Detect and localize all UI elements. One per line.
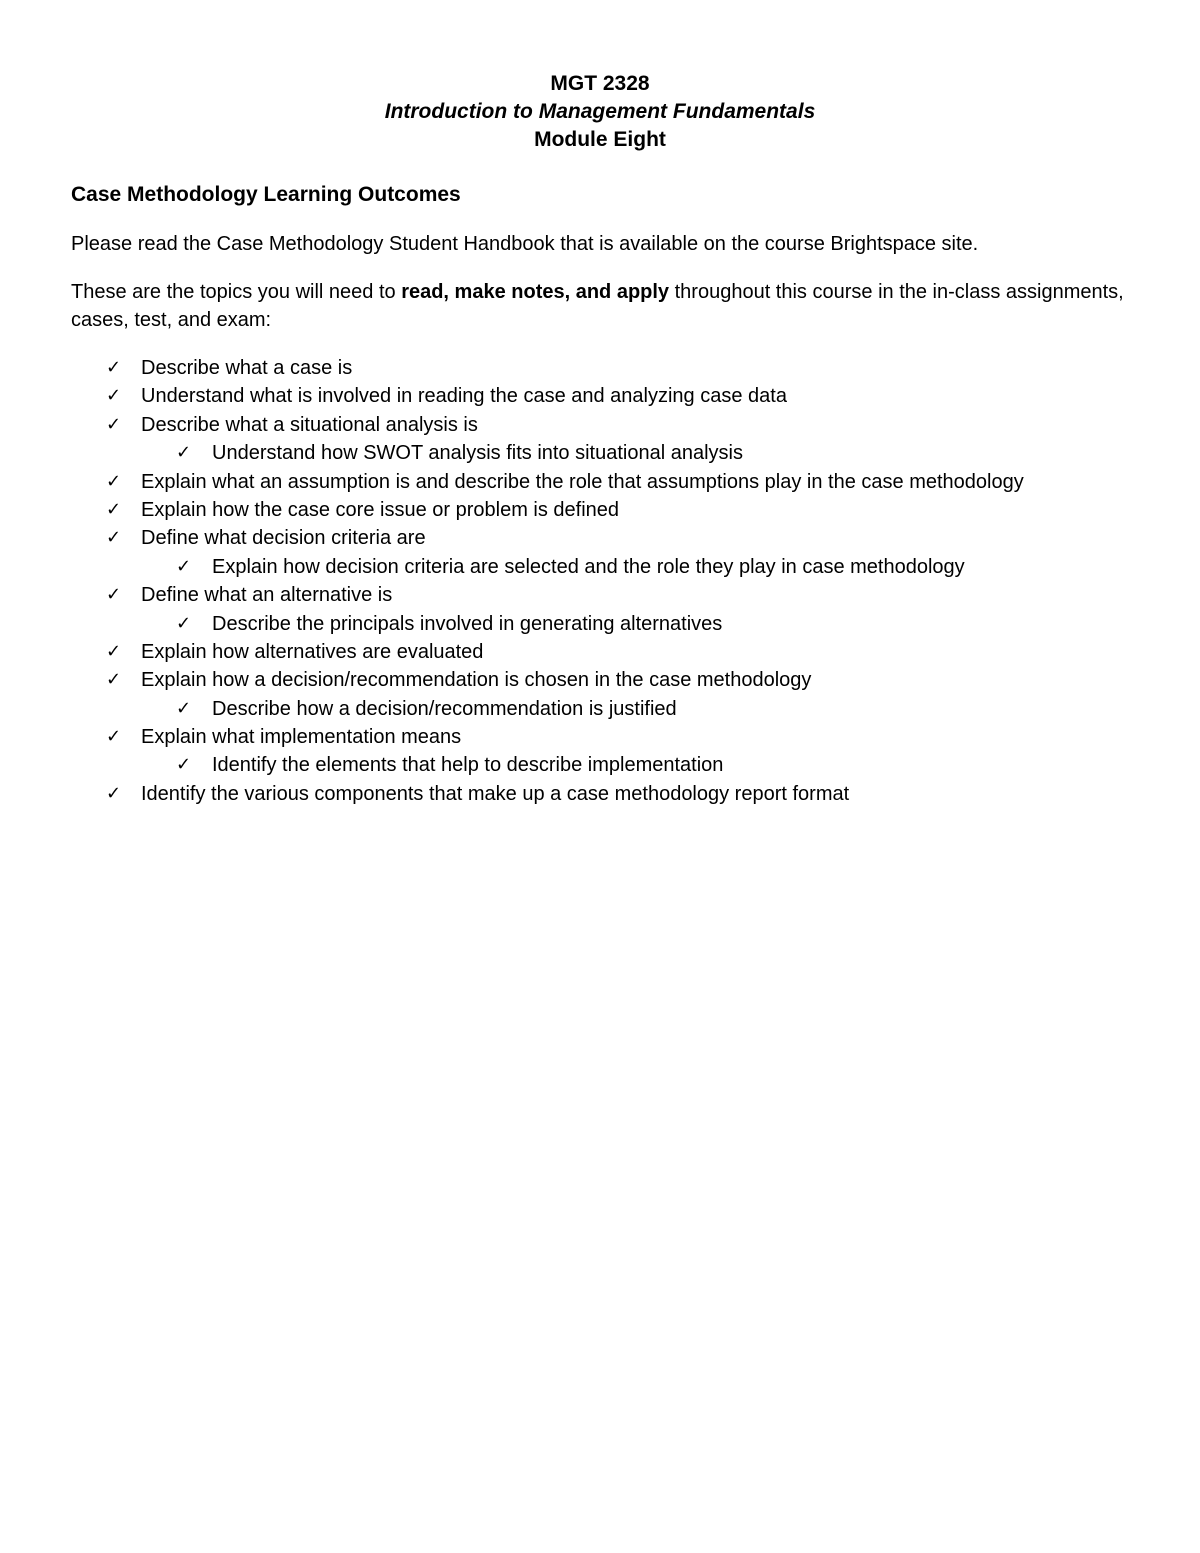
topics-text-bold: read, make notes, and apply	[401, 281, 670, 303]
outcome-text: Describe what a situational analysis is	[141, 413, 478, 436]
outcome-subitem	[0, 553, 1200, 581]
outcome-text: Identify the elements that help to describe implementation	[212, 754, 724, 777]
outcome-text: Explain how the case core issue or problem is defined	[141, 498, 620, 521]
checkmark-icon: ✓	[106, 726, 122, 748]
checkmark-icon: ✓	[176, 442, 192, 464]
topics-text-before: These are the topics you will need to	[71, 281, 402, 303]
checkmark-icon: ✓	[106, 782, 122, 804]
outcome-text: Identify the various components that make up a case methodology report format	[141, 782, 850, 805]
checkmark-icon: ✓	[176, 555, 192, 577]
checkmark-icon: ✓	[106, 640, 122, 662]
outcome-text: Explain how alternatives are evaluated	[141, 640, 484, 663]
outcome-item	[0, 496, 1200, 524]
checkmark-icon: ✓	[106, 669, 122, 691]
outcome-text: Explain what an assumption is and describe the role that assumptions play in the case methodology	[141, 470, 1024, 493]
outcome-subitem	[0, 439, 1200, 467]
checkmark-icon: ✓	[106, 385, 122, 407]
outcome-text: Explain how a decision/recommendation is chosen in the case methodology	[141, 669, 812, 692]
outcome-subitem	[0, 610, 1200, 638]
outcome-item	[0, 468, 1200, 496]
section-heading: Case Methodology Learning Outcomes	[71, 183, 461, 206]
outcome-text: Describe the principals involved in generating alternatives	[212, 612, 723, 635]
checkmark-icon: ✓	[106, 498, 122, 520]
outcome-item	[0, 524, 1200, 552]
topics-text-after: throughout this course in the in-class assignments, cases, test, and exam:	[71, 281, 1124, 331]
checkmark-icon: ✓	[106, 584, 122, 606]
document-header	[0, 70, 1200, 154]
outcome-item	[0, 581, 1200, 609]
learning-outcomes-list	[0, 354, 1200, 808]
outcome-item	[0, 411, 1200, 439]
course-title: Introduction to Management Fundamentals	[384, 100, 816, 123]
outcome-subitem	[0, 695, 1200, 723]
intro-paragraph: Please read the Case Methodology Student Handbook that is available on the course Brightspace site.	[71, 233, 979, 255]
checkmark-icon: ✓	[106, 527, 122, 549]
outcome-item	[0, 354, 1200, 382]
module-title: Module Eight	[534, 128, 666, 151]
checkmark-icon: ✓	[176, 612, 192, 634]
checkmark-icon: ✓	[106, 470, 122, 492]
outcome-text: Understand what is involved in reading the case and analyzing case data	[141, 385, 787, 408]
outcome-item	[0, 666, 1200, 694]
outcome-text: Explain what implementation means	[141, 726, 462, 749]
outcome-text: Describe what a case is	[141, 357, 353, 379]
outcome-text: Explain how decision criteria are selected and the role they play in case methodology	[212, 555, 965, 578]
outcome-subitem	[0, 751, 1200, 779]
checkmark-icon: ✓	[106, 357, 122, 378]
topics-paragraph	[71, 278, 1131, 334]
outcome-item	[0, 638, 1200, 666]
outcome-item	[0, 780, 1200, 808]
course-code: MGT 2328	[550, 72, 650, 95]
outcome-text: Describe how a decision/recommendation is justified	[212, 697, 677, 720]
outcome-item	[0, 382, 1200, 410]
checkmark-icon: ✓	[106, 413, 122, 435]
outcome-text: Define what decision criteria are	[141, 527, 426, 550]
outcome-item	[0, 723, 1200, 751]
checkmark-icon: ✓	[176, 697, 192, 719]
outcome-text: Define what an alternative is	[141, 584, 393, 607]
checkmark-icon: ✓	[176, 754, 192, 776]
outcome-text: Understand how SWOT analysis fits into situational analysis	[212, 442, 743, 465]
